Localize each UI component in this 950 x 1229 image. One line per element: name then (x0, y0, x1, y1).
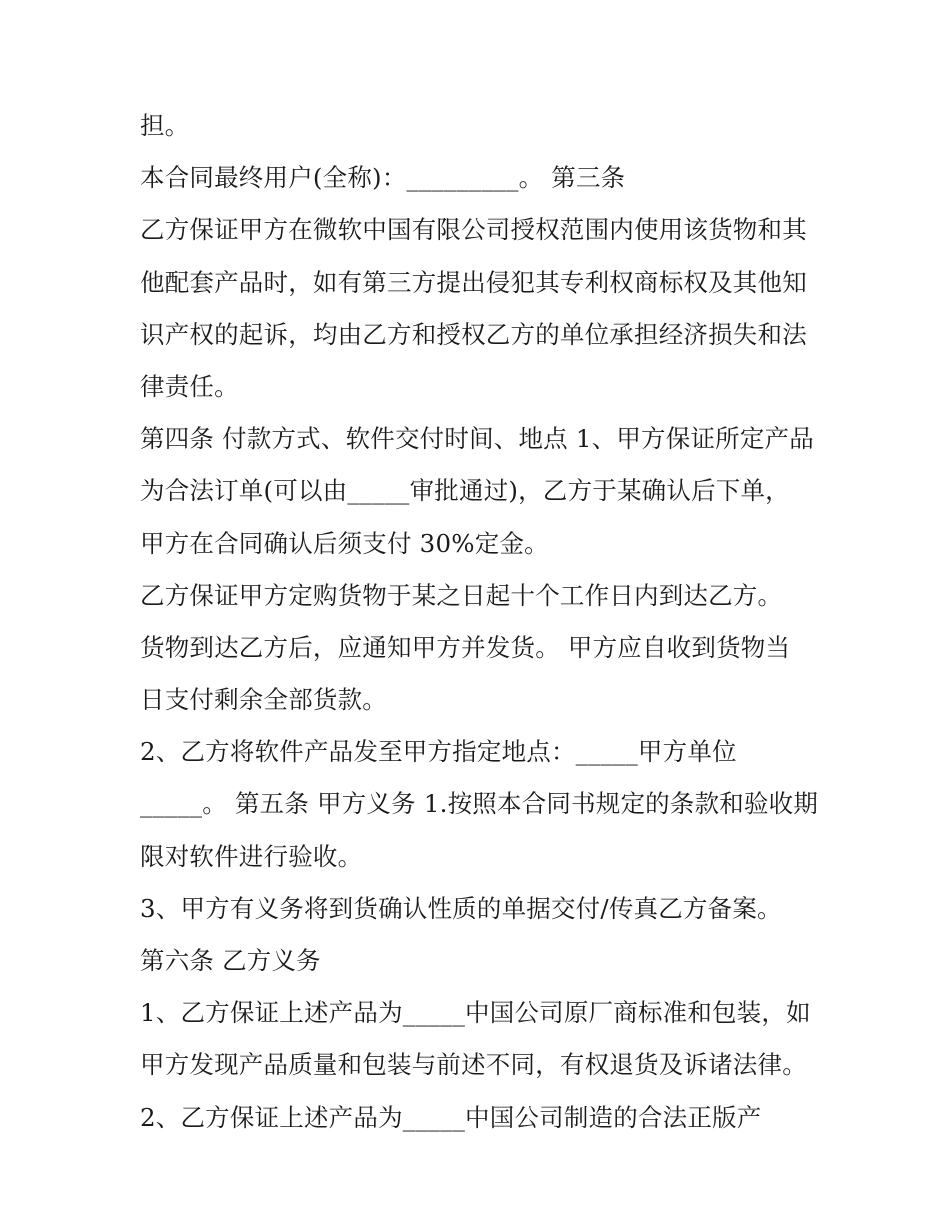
text-line: 乙方保证甲方在微软中国有限公司授权范围内使用该货物和其 (140, 215, 807, 245)
text-line: 1、乙方保证上述产品为_____中国公司原厂商标准和包装，如 (140, 998, 811, 1028)
text-line: 3、甲方有义务将到货确认性质的单据交付/传真乙方备案。 (140, 893, 782, 923)
text-line: 第四条 付款方式、软件交付时间、地点 1、甲方保证所定产品 (140, 424, 814, 454)
text-line: 识产权的起诉，均由乙方和授权乙方的单位承担经济损失和法 (140, 319, 807, 349)
text-line: 甲方在合同确认后须支付 30%定金。 (140, 528, 549, 558)
text-line: 律责任。 (140, 371, 239, 401)
text-line: 限对软件进行验收。 (140, 841, 363, 871)
text-line: 本合同最终用户(全称)：_________。 第三条 (140, 163, 626, 193)
contract-body (140, 105, 830, 1149)
text-line: 第六条 乙方义务 (140, 946, 321, 975)
text-line: 他配套产品时，如有第三方提出侵犯其专利权商标权及其他知 (140, 267, 807, 297)
text-line: 甲方发现产品质量和包装与前述不同，有权退货及诉诸法律。 (140, 1050, 807, 1080)
text-line: 2、乙方将软件产品发至甲方指定地点：_____甲方单位 (140, 737, 737, 767)
text-line: 乙方保证甲方定购货物于某之日起十个工作日内到达乙方。 (140, 580, 783, 610)
text-line: _____。 第五条 甲方义务 1.按照本合同书规定的条款和验收期 (140, 789, 819, 819)
text-line: 货物到达乙方后，应通知甲方并发货。 甲方应自收到货物当 (140, 632, 791, 662)
text-line: 2、乙方保证上述产品为_____中国公司制造的合法正版产 (140, 1102, 762, 1132)
text-line: 担。 (140, 111, 190, 140)
text-line: 为合法订单(可以由_____审批通过)，乙方于某确认后下单， (140, 476, 790, 506)
text-line: 日支付剩余全部货款。 (140, 685, 387, 715)
